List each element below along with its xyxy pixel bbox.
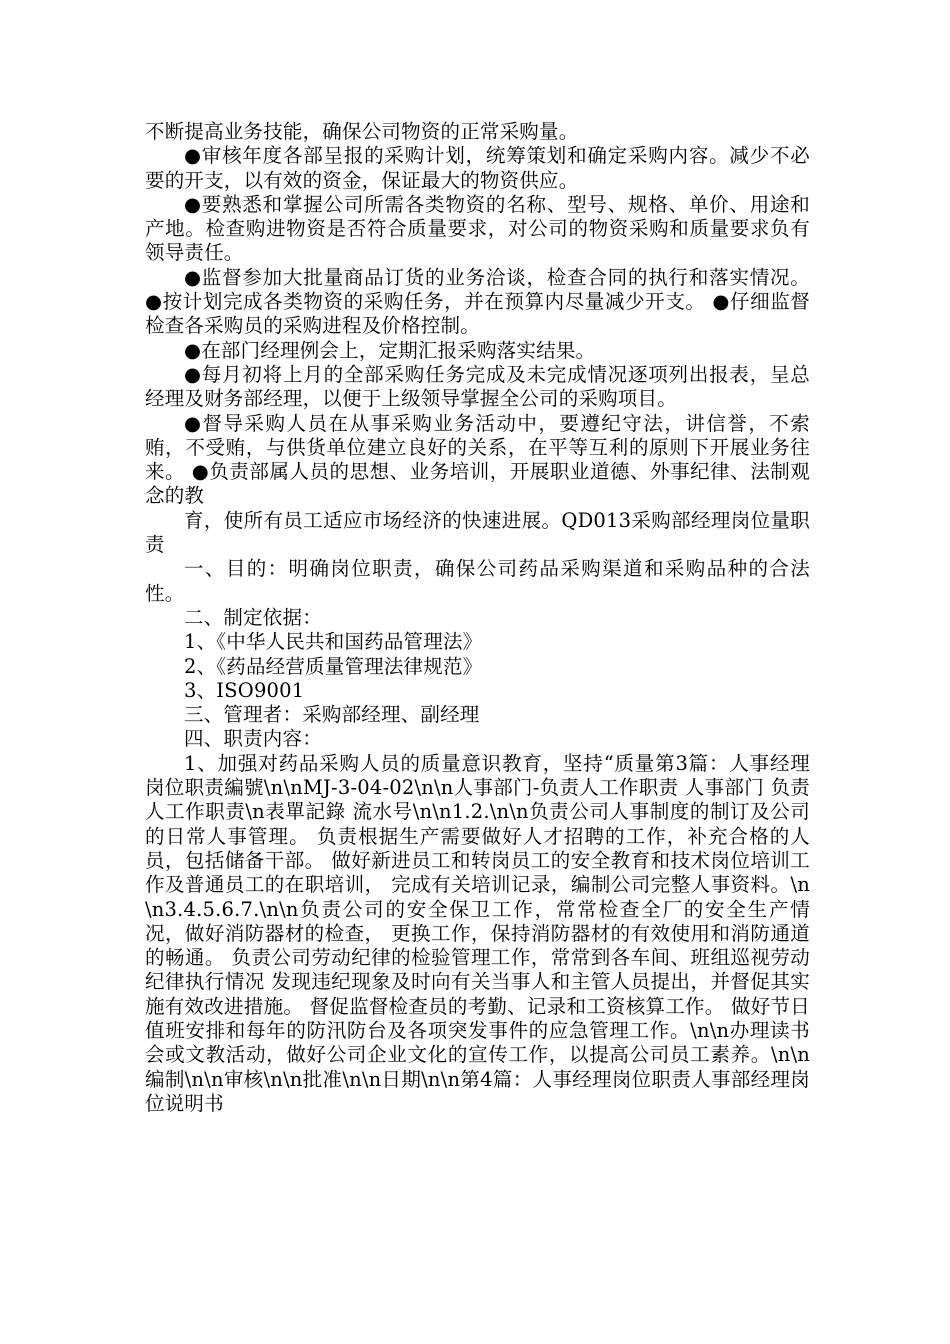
paragraph: 一、目的：明确岗位职责，确保公司药品采购渠道和采购品种的合法性。 <box>145 557 810 605</box>
paragraph: ●审核年度各部呈报的采购计划，统筹策划和确定采购内容。减少不必要的开支，以有效的资金，保证最大的物资供应。 <box>145 144 810 192</box>
paragraph: 二、制定依据： <box>184 605 322 629</box>
paragraph: 育，使所有员工适应市场经济的快速进展。QD013采购部经理岗位量职责 <box>145 508 810 557</box>
paragraph: 1、加强对药品采购人员的质量意识教育，坚持“质量第3篇：人事经理岗位职责編號\n\nMJ-3-04-02\n\n人事部门-负责人工作职责 人事部门 负责人工作职责\n表單記錄 流水号\n\n1.2.\n\n负责公司人事制度的制订及公司的日常人事管理。 负责根据生产需要做好人才招聘的工作，补充合格的人员，包括储备干部。 做好新进员工和转岗员工的安全教育和技术岗位培训工作及普通员工的在职培训， 完成有关培训记录，编制公司完整人事资料。\n\n3.4.5.6.7.\n\n负责公司的安全保卫工作，常常检查全厂的安全生产情况，做好消防器材的检查， 更换工作，保持消防器材的有效使用和消防通道的畅通。 负责公司劳动纪律的检验管理工作，常常到各车间、班组巡视劳动纪律执行情况 发现违纪现象及时向有关当事人和主管人员提出，并督促其实施有效改进措施。 督促监督检查员的考勤、记录和工资核算工作。 做好节日值班安排和每年的防汛防台及各项突发事件的应急管理工作。\n\n办理读书会或文教活动，做好公司企业文化的宣传工作，以提高公司员工素养。\n\n编制\n\n审核\n\n批准\n\n日期\n\n第4篇：人事经理岗位职责人事部经理岗位说明书 <box>145 751 810 1115</box>
paragraph: 2、《药品经营质量管理法律规范》 <box>184 654 483 678</box>
paragraph: 四、职责内容： <box>184 727 322 751</box>
paragraph: ●要熟悉和掌握公司所需各类物资的名称、型号、规格、单价、用途和产地。检查购进物资是否符合质量要求，对公司的物资采购和质量要求负有领导责任。 <box>145 192 810 265</box>
paragraph: 1、《中华人民共和国药品管理法》 <box>184 630 483 654</box>
paragraph: ●在部门经理例会上，定期汇报采购落实结果。 <box>184 338 596 362</box>
paragraph: 三、管理者：采购部经理、副经理 <box>184 703 480 727</box>
document-body <box>145 120 810 1116</box>
paragraph: ●监督参加大批量商品订货的业务洽谈，检查合同的执行和落实情况。 ●按计划完成各类物资的采购任务，并在预算内尽量减少开支。 ●仔细监督检查各采购员的采购进程及价格控制。 <box>145 265 810 338</box>
paragraph: 3、ISO9001 <box>184 678 305 702</box>
paragraph: ●督导采购人员在从事采购业务活动中，要遵纪守法，讲信誉，不索贿，不受贿，与供货单位建立良好的关系，在平等互利的原则下开展业务往来。 ●负责部属人员的思想、业务培训，开展职业道德、外事纪律、法制观念的教 <box>145 411 810 508</box>
paragraph: 不断提高业务技能，确保公司物资的正常采购量。 <box>145 120 579 143</box>
paragraph: ●每月初将上月的全部采购任务完成及未完成情况逐项列出报表，呈总经理及财务部经理，以便于上级领导掌握全公司的采购项目。 <box>145 362 810 411</box>
